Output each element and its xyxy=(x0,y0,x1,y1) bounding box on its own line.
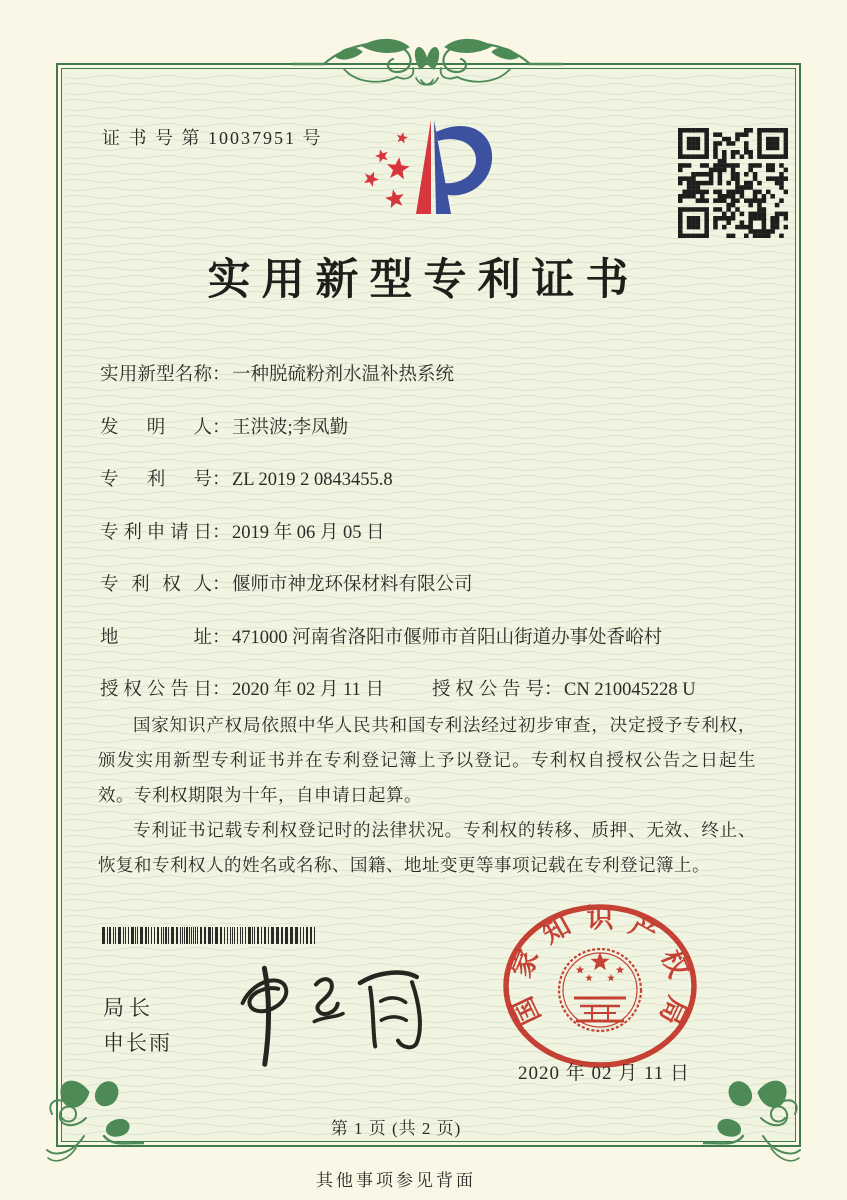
field-utility-model-name xyxy=(100,360,764,413)
page-number: 第 1 页 (共 2 页) xyxy=(330,1119,462,1138)
legal-paragraph-1: 国家知识产权局依照中华人民共和国专利法经过初步审查，决定授予专利权，颁发实用新型专利证书并在专利登记簿上予以登记。专利权自授权公告之日起生效。专利权期限为十年，自申请日起算。 xyxy=(98,715,756,805)
legal-paragraph-2: 专利证书记载专利权登记时的法律状况。专利权的转移、质押、无效、终止、恢复和专利权人的姓名或名称、国籍、地址变更等事项记载在专利登记簿上。 xyxy=(98,820,756,875)
field-value: 王洪波;李凤勤 xyxy=(232,417,349,438)
svg-text:国家知识产权局 xyxy=(506,903,693,1029)
field-colon: ： xyxy=(212,627,231,648)
field-colon: ： xyxy=(212,417,231,438)
field-colon: ： xyxy=(544,680,563,700)
seal-date: 2020 年 02 月 11 日 xyxy=(518,1063,691,1084)
legal-text xyxy=(98,708,756,883)
back-side-note: 其他事项参见背面 xyxy=(316,1171,476,1190)
field-value: 2019 年 06 月 05 日 xyxy=(232,522,385,543)
field-label: 实用新型名称 xyxy=(100,365,212,385)
field-colon: ： xyxy=(212,522,231,543)
field-label: 发明人 xyxy=(100,417,212,438)
field-inventors xyxy=(100,413,764,466)
certificate-number: 证 书 号 第 10037951 号 xyxy=(102,128,323,148)
cnipa-logo xyxy=(348,116,500,224)
field-value: ZL 2019 2 0843455.8 xyxy=(232,470,393,490)
top-border-ornament xyxy=(292,34,562,90)
field-patentee xyxy=(100,570,764,623)
field-grant-number xyxy=(432,675,696,701)
field-value: CN 210045228 U xyxy=(564,680,696,700)
field-application-date xyxy=(100,518,764,571)
field-value: 一种脱硫粉剂水温补热系统 xyxy=(232,365,455,385)
field-colon: ： xyxy=(212,575,231,595)
field-value: 偃师市神龙环保材料有限公司 xyxy=(232,575,473,595)
field-label: 授权公告号 xyxy=(432,680,544,700)
field-value: 2020 年 02 月 11 日 xyxy=(232,680,384,700)
field-label: 授权公告日 xyxy=(100,680,212,700)
field-label: 专利权人 xyxy=(100,575,212,595)
seal-text: 国家知识产权局 xyxy=(506,903,694,1030)
field-colon: ： xyxy=(212,680,231,700)
certificate-fields xyxy=(100,360,764,728)
field-colon: ： xyxy=(212,470,231,490)
certificate-title: 实用新型专利证书 xyxy=(207,257,640,304)
director-title: 局长 xyxy=(103,996,155,1020)
field-patent-number xyxy=(100,465,764,518)
official-seal-icon xyxy=(500,900,700,1072)
field-label: 专利申请日 xyxy=(100,522,212,543)
qr-code-icon xyxy=(678,128,788,238)
field-address xyxy=(100,623,764,676)
field-label: 地址 xyxy=(100,627,212,648)
director-name: 申长雨 xyxy=(103,1031,172,1055)
field-value: 471000 河南省洛阳市偃师市首阳山街道办事处香峪村 xyxy=(232,627,663,648)
field-colon: ： xyxy=(212,365,231,385)
field-label: 专利号 xyxy=(100,470,212,490)
director-signature-icon xyxy=(225,958,435,1068)
barcode-icon xyxy=(102,927,318,944)
